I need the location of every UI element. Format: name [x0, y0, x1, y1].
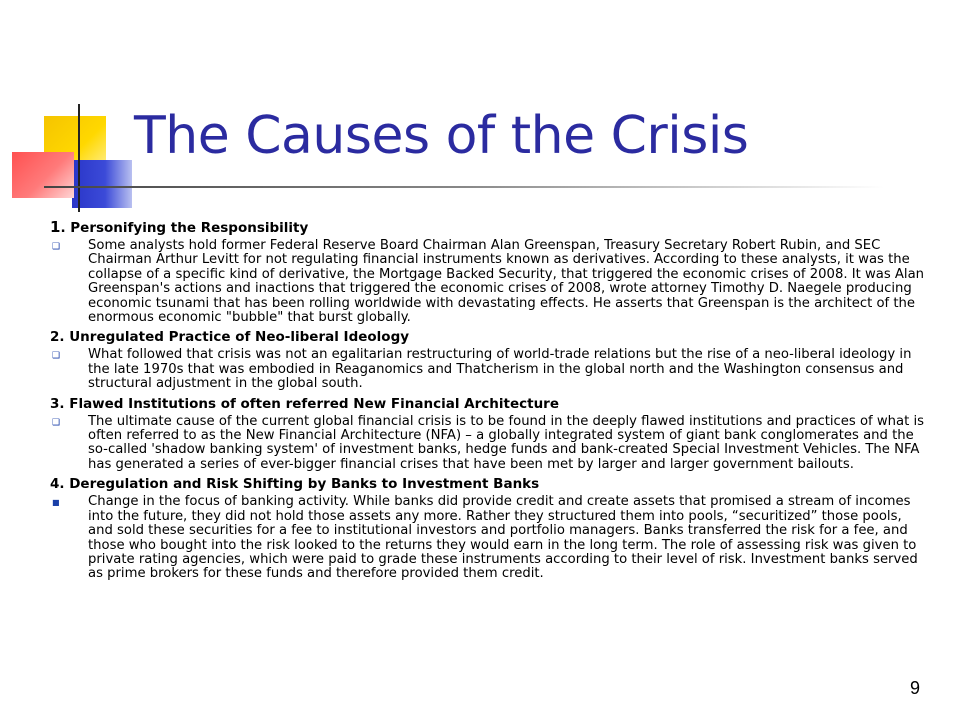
filled-square-bullet-icon: ■ — [52, 498, 60, 508]
slide-content — [50, 218, 930, 586]
hollow-square-bullet-icon: ❑ — [52, 242, 61, 252]
section-3-item — [50, 415, 930, 473]
section-1-item — [50, 239, 930, 325]
section-1-heading-text: . Personifying the Responsibility — [60, 220, 309, 236]
page-number: 9 — [909, 678, 920, 698]
decorative-vertical-line — [78, 104, 80, 212]
slide-title: The Causes of the Crisis — [134, 106, 749, 166]
title-underline — [44, 186, 884, 188]
section-3-text: The ultimate cause of the current global financial crisis is to be found in the deeply flawed institutions and practices of what is often referred to as the New Financial Architecture (NFA) – a globally integrated system of giant bank conglomerates and the so-called 'shadow banking system' of investment banks, hedge funds and bank-created Special Investment Vehicles. The NFA has generated a series of ever-bigger financial crises that have been met by larger and larger government bailouts. — [88, 413, 924, 472]
section-1-text: Some analysts hold former Federal Reserve Board Chairman Alan Greenspan, Treasury Secretary Robert Rubin, and SEC Chairman Arthur Levitt for not regulating financial instruments known as derivatives. According to these analysts, it was the collapse of a specific kind of derivative, the Mortgage Backed Security, that triggered the economic crises of 2008. It was Alan Greenspan's actions and inactions that triggered the economic crises of 2008, wrote attorney Timothy D. Naegele producing economic tsunami that has been rolling worldwide with devastating effects. He asserts that Greenspan is the architect of the enormous economic "bubble" that burst globally. — [88, 238, 925, 326]
section-3-heading: 3. Flawed Institutions of often referred New Financial Architecture — [50, 395, 559, 412]
decorative-blue-square — [72, 160, 132, 208]
section-1-number: 1 — [50, 218, 61, 236]
section-1-heading — [50, 218, 930, 236]
decorative-red-square — [12, 152, 74, 198]
section-2-heading: 2. Unregulated Practice of Neo-liberal Ideology — [50, 329, 410, 346]
hollow-square-bullet-icon: ❑ — [52, 351, 61, 362]
section-2-item — [50, 348, 930, 391]
hollow-square-bullet-icon: ❑ — [52, 417, 61, 428]
section-4-heading: 4. Deregulation and Risk Shifting by Banks to Investment Banks — [50, 476, 540, 493]
section-2-text: What followed that crisis was not an egalitarian restructuring of world-trade relations but the rise of a neo-liberal ideology in the late 1970s that was embodied in Reaganomics and Thatcherism in the global north and the Washington consensus and structural adjustment in the global south. — [88, 347, 912, 392]
section-4-item — [50, 495, 930, 581]
section-4-text: Change in the focus of banking activity. While banks did provide credit and create assets that promised a stream of incomes into the future, they did not hold those assets any more. Rather they structured them into pools, “securitized” those pools, and sold these securities for a fee to institutional investors and portfolio managers. Banks transferred the risk for a fee, and those who bought into the risk looked to the returns they would earn in the long term. The role of assessing risk was given to private rating agencies, which were paid to grade these instruments according to their level of risk. Investment banks served as prime brokers for these funds and therefore provided them credit. — [88, 494, 918, 582]
